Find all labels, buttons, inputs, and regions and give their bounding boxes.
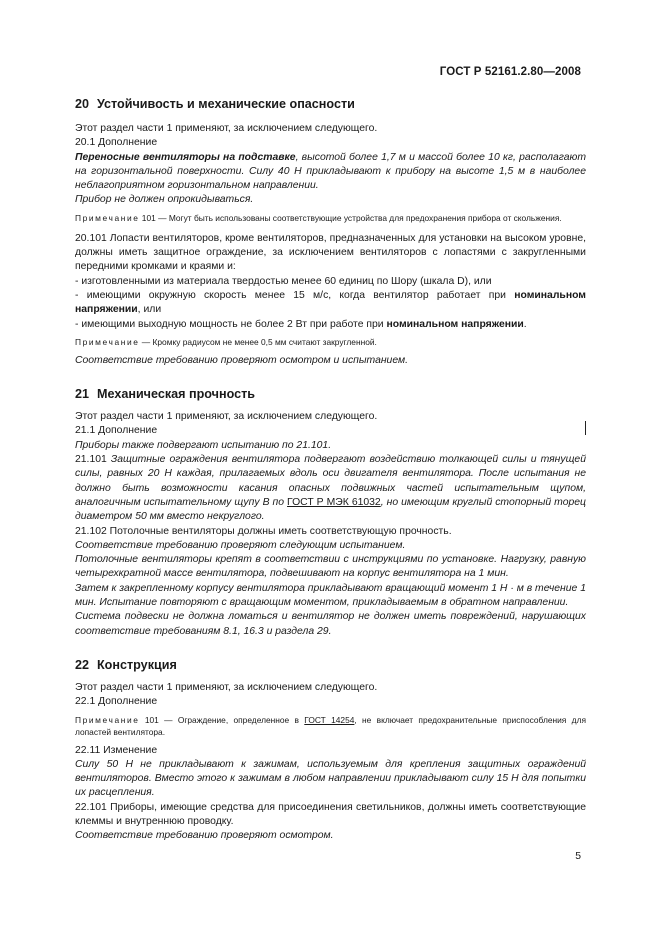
paragraph: Система подвески не должна ломаться и вентилятор не должен иметь повреждений, нарушающих соответствие требованиям 8.1, 16.3 и раздела 29. [75,611,586,637]
paragraph [75,151,586,194]
section-title: Конструкция [97,657,177,672]
subsection: 20.1 Дополнение [75,137,158,149]
paragraph: Соответствие требованию проверяют следующим испытанием. [75,539,406,551]
paragraph: Соответствие требованию проверяют осмотром. [75,830,334,842]
note [75,714,586,738]
note-text: 101 — Ограждение, определенное в [139,714,305,725]
paragraph: Этот раздел части 1 применяют, за исключением следующего. [75,681,378,693]
note-label: Примечание [75,336,140,347]
standard-link[interactable]: ГОСТ Р МЭК 61032 [287,496,381,508]
document-body [75,96,586,844]
section-title: Механическая прочность [97,387,256,402]
paragraph: Потолочные вентиляторы крепят в соответствии с инструкциями по установке. Нагрузку, равную четырехкратной массе вентилятора, подвешивают на корпус вентилятора на 1 мин. [75,554,586,580]
paragraph: Этот раздел части 1 применяют, за исключением следующего. [75,411,378,423]
paragraph: Соответствие требованию проверяют осмотром и испытанием. [75,354,409,366]
document-code: ГОСТ Р 52161.2.80—2008 [439,66,581,78]
subsection: 22.1 Дополнение [75,696,158,708]
paragraph: Приборы также подвергают испытанию по 21.101. [75,439,332,451]
change-bar [585,421,586,435]
paragraph: Затем к закрепленному корпусу вентилятора прикладывают вращающий момент 1 Н · м в течение 1 мин. Испытание повторяют с вращающим моментом, прикладываемым в обратном направлении. [75,582,586,609]
paragraph: Силу 50 Н не прикладывают к зажимам, используемым для крепления защитных ограждений вентиляторов. Вместо этого к зажимам в любом направлении прикладывают силу 15 Н для попытки их расцепления. [75,758,586,799]
paragraph: 20.101 Лопасти вентиляторов, кроме вентиляторов, предназначенных для установки на высоком уровне, должны иметь защитное ограждение, за исключением вентиляторов с лопастями с закругленными передними кромками и краями и: [75,232,586,273]
defined-term: номинальном напряжении [386,318,524,330]
subsection: 21.1 Дополнение [75,425,158,437]
paragraph: Прибор не должен опрокидываться. [75,194,254,206]
clause-number: 21.101 [75,454,111,466]
paragraph [75,453,586,524]
defined-term: Переносные вентиляторы на подставке [75,151,296,163]
section-number: 21 [75,387,90,402]
paragraph-text: , но имеющим круглый стопорный торец диаметром 50 мм вместо некруглого. [75,496,586,523]
page-number: 5 [575,851,581,862]
paragraph: Этот раздел части 1 применяют, за исключением следующего. [75,123,378,134]
note-label: Примечание [75,212,140,223]
section-22-heading [75,657,586,673]
note-text: , не включает предохранительные приспособления для лопастей вентилятора. [75,714,586,737]
section-number: 22 [75,657,90,672]
standard-link[interactable]: ГОСТ 14254 [304,714,355,725]
paragraph: 22.101 Приборы, имеющие средства для присоединения светильников, должны иметь соответствующие клеммы и внутреннюю проводку. [75,801,586,827]
paragraph-text: Защитные ограждения вентилятора подвергают воздействию толкающей силы и тянущей силы, равных 20 Н каждая, прилагаемых вдоль оси двигателя вентилятора. После испытания не должно быть возможности касания опасных подвижных частей испытательным щупом, аналогичным испытательному щупу В по [75,454,586,508]
paragraph: 21.102 Потолочные вентиляторы должны иметь соответствующую прочность. [75,525,452,537]
list-item-text: - имеющими выходную мощность не более 2 Вт при работе при [75,318,387,330]
defined-term: номинальном напряжении [75,289,586,316]
subsection: 22.11 Изменение [75,744,158,756]
section-21-heading [75,386,586,402]
list-item [75,289,586,318]
note-text: — Кромку радиусом не менее 0,5 мм считают закругленной. [139,336,377,347]
list-item-text: . [523,318,527,330]
list-item-text: - имеющими окружную скорость менее 15 м/с, когда вентилятор работает при [75,289,515,301]
section-20-heading [75,96,586,112]
section-number: 20 [75,97,90,111]
list-item [75,318,586,332]
list-item: - изготовленными из материала твердостью менее 60 единиц по Шору (шкала D), или [75,275,492,287]
note [75,336,586,348]
note-text: 101 — Могут быть использованы соответствующие устройства для предохранения прибора от скольжения. [139,212,562,223]
list-item-text: , или [137,304,162,316]
section-title: Устойчивость и механические опасности [97,97,355,111]
paragraph-text: , высотой более 1,7 м и массой более 10 кг, располагают на горизонтальной поверхности. Силу 40 Н прикладывают к прибору на высоте 1,5 м в наиболее неблагоприятном горизонтальном направлении. [75,151,587,192]
note [75,212,586,224]
note-label: Примечание [75,714,140,725]
